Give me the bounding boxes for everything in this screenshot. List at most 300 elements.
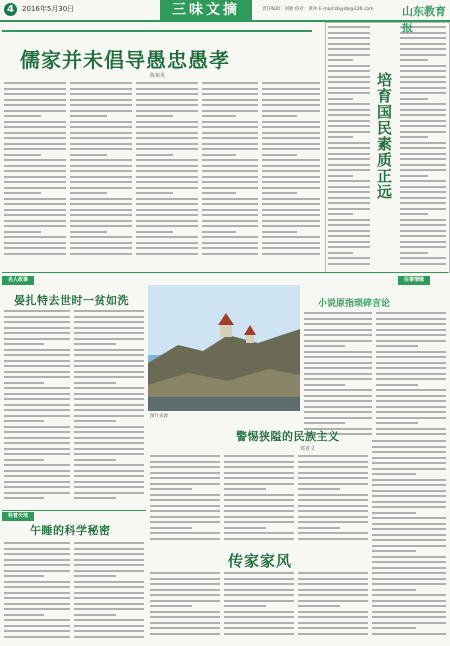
text-line <box>400 257 446 259</box>
text-line <box>4 198 66 200</box>
bottom-middle-title: 传家家风 <box>228 552 293 570</box>
text-line <box>150 472 220 474</box>
text-line <box>74 470 144 472</box>
text-line <box>376 378 446 380</box>
text-line <box>304 411 372 413</box>
text-line <box>136 165 198 167</box>
text-line <box>202 93 258 95</box>
text-line <box>4 93 66 95</box>
text-line <box>4 586 70 588</box>
text-line <box>150 499 220 501</box>
text-line <box>262 121 320 123</box>
text-line <box>74 409 144 411</box>
text-line <box>372 451 446 453</box>
text-line <box>202 242 258 244</box>
text-line <box>70 99 132 101</box>
text-line <box>262 209 320 211</box>
text-line <box>372 550 416 552</box>
text-line <box>136 88 198 90</box>
text-line <box>136 143 198 145</box>
text-line <box>4 137 66 139</box>
bottom-left-col-1 <box>4 542 70 642</box>
text-line <box>4 360 70 362</box>
text-line <box>74 548 144 550</box>
text-line <box>4 365 70 367</box>
text-line <box>372 561 446 563</box>
text-line <box>304 312 372 314</box>
text-line <box>202 132 258 134</box>
text-line <box>74 636 144 638</box>
text-line <box>376 406 446 408</box>
text-line <box>136 176 198 178</box>
text-line <box>328 197 370 199</box>
text-line <box>298 605 340 607</box>
text-line <box>372 572 446 574</box>
text-line <box>74 349 144 351</box>
text-line <box>74 431 144 433</box>
text-line <box>74 415 144 417</box>
text-line <box>328 142 370 144</box>
right-text-col-2 <box>376 312 446 440</box>
text-line <box>224 600 294 602</box>
text-line <box>202 137 258 139</box>
text-line <box>150 611 220 613</box>
text-line <box>74 404 144 406</box>
text-line <box>150 527 192 529</box>
text-line <box>74 316 144 318</box>
text-line <box>298 488 340 490</box>
text-line <box>224 494 294 496</box>
text-line <box>4 220 66 222</box>
text-line <box>328 246 370 248</box>
text-line <box>202 154 236 156</box>
text-line <box>4 192 41 194</box>
text-line <box>70 165 132 167</box>
text-line <box>202 115 236 117</box>
text-line <box>304 367 372 369</box>
text-line <box>70 225 132 227</box>
text-line <box>328 125 370 127</box>
text-line <box>150 589 220 591</box>
bottom-left-col-2 <box>74 542 144 642</box>
text-line <box>304 329 372 331</box>
text-line <box>136 126 198 128</box>
left-text-col-1 <box>4 310 70 505</box>
text-line <box>328 213 353 215</box>
text-line <box>298 461 368 463</box>
text-line <box>328 109 370 111</box>
text-line <box>328 230 370 232</box>
text-line <box>74 486 144 488</box>
text-line <box>202 247 258 249</box>
text-line <box>400 98 428 100</box>
text-line <box>4 404 70 406</box>
text-line <box>400 186 446 188</box>
text-line <box>328 202 370 204</box>
left-story-title: 晏扎特去世时一贫如洗 <box>14 294 129 307</box>
text-line <box>4 426 70 428</box>
bottom-mid-col-1 <box>150 572 220 642</box>
text-line <box>328 131 370 133</box>
text-line <box>328 43 370 45</box>
main-text-col-5 <box>262 82 320 260</box>
text-line <box>262 242 320 244</box>
text-line <box>372 545 446 547</box>
text-line <box>400 197 446 199</box>
text-line <box>298 627 368 629</box>
text-line <box>298 589 368 591</box>
text-line <box>150 510 220 512</box>
photo-illustration <box>148 285 300 411</box>
text-line <box>4 371 70 373</box>
text-line <box>136 82 198 84</box>
text-line <box>262 220 320 222</box>
text-line <box>4 559 70 561</box>
text-line <box>4 415 70 417</box>
text-line <box>400 65 446 67</box>
text-line <box>376 356 446 358</box>
text-line <box>372 600 446 602</box>
text-line <box>74 360 144 362</box>
tag-science: 科普天地 <box>2 512 34 521</box>
text-line <box>4 575 44 577</box>
text-line <box>4 209 66 211</box>
text-line <box>372 616 446 618</box>
text-line <box>400 191 446 193</box>
text-line <box>304 334 372 336</box>
text-line <box>328 147 370 149</box>
text-line <box>4 242 66 244</box>
text-line <box>74 586 144 588</box>
text-line <box>400 26 446 28</box>
text-line <box>150 521 220 523</box>
text-line <box>298 494 368 496</box>
text-line <box>298 600 368 602</box>
text-line <box>328 81 370 83</box>
text-line <box>202 198 258 200</box>
text-line <box>262 236 320 238</box>
text-line <box>136 154 173 156</box>
text-line <box>74 371 144 373</box>
text-line <box>136 137 198 139</box>
text-line <box>4 553 70 555</box>
text-line <box>298 505 368 507</box>
text-line <box>202 143 258 145</box>
text-line <box>74 365 144 367</box>
text-line <box>4 247 66 249</box>
text-line <box>70 176 132 178</box>
text-line <box>70 143 132 145</box>
text-line <box>74 343 116 345</box>
text-line <box>304 373 372 375</box>
text-line <box>4 409 70 411</box>
text-line <box>202 104 258 106</box>
bottom-mid-col-3 <box>298 572 368 642</box>
main-byline: 陈祖英 <box>150 73 166 79</box>
text-line <box>298 572 368 574</box>
text-line <box>328 32 370 34</box>
text-line <box>298 499 368 501</box>
text-line <box>400 202 446 204</box>
text-line <box>372 457 446 459</box>
text-line <box>74 387 144 389</box>
text-line <box>202 225 258 227</box>
text-line <box>304 318 372 320</box>
text-line <box>262 88 320 90</box>
text-line <box>70 253 132 255</box>
text-line <box>298 611 368 613</box>
main-headline: 儒家并未倡导愚忠愚孝 <box>20 48 230 72</box>
text-line <box>4 143 66 145</box>
text-line <box>328 186 370 188</box>
text-line <box>328 136 353 138</box>
side-text-col-1 <box>328 26 370 268</box>
text-line <box>136 181 198 183</box>
text-line <box>400 103 446 105</box>
text-line <box>4 231 41 233</box>
text-line <box>262 82 320 84</box>
text-line <box>4 203 66 205</box>
text-line <box>4 564 70 566</box>
text-line <box>70 181 132 183</box>
text-line <box>4 88 66 90</box>
text-line <box>224 594 294 596</box>
text-line <box>70 148 132 150</box>
text-line <box>262 198 320 200</box>
text-line <box>4 354 70 356</box>
text-line <box>400 142 446 144</box>
text-line <box>262 165 320 167</box>
text-line <box>400 59 428 61</box>
text-line <box>400 180 446 182</box>
text-line <box>400 224 446 226</box>
text-line <box>74 459 116 461</box>
text-line <box>400 81 446 83</box>
text-line <box>74 564 144 566</box>
text-line <box>150 466 220 468</box>
text-line <box>372 633 446 635</box>
text-line <box>328 257 370 259</box>
text-line <box>262 187 320 189</box>
text-line <box>298 583 368 585</box>
text-line <box>328 180 370 182</box>
text-line <box>400 48 446 50</box>
text-line <box>372 583 446 585</box>
text-line <box>4 181 66 183</box>
text-line <box>376 329 446 331</box>
text-line <box>328 219 370 221</box>
text-line <box>262 99 320 101</box>
text-line <box>262 132 320 134</box>
text-line <box>202 159 258 161</box>
text-line <box>70 220 132 222</box>
text-line <box>150 494 220 496</box>
bottom-left-rule <box>2 510 146 511</box>
text-line <box>74 608 144 610</box>
text-line <box>376 384 418 386</box>
text-line <box>4 126 66 128</box>
text-line <box>136 209 198 211</box>
text-line <box>4 497 44 499</box>
text-line <box>150 532 220 534</box>
text-line <box>224 572 294 574</box>
text-line <box>4 338 70 340</box>
text-line <box>298 532 368 534</box>
text-line <box>136 203 198 205</box>
text-line <box>372 495 446 497</box>
main-text-col-2 <box>70 82 132 260</box>
text-line <box>304 400 372 402</box>
text-line <box>400 87 446 89</box>
text-line <box>74 327 144 329</box>
text-line <box>74 310 144 312</box>
text-line <box>298 510 368 512</box>
text-line <box>4 110 66 112</box>
text-line <box>400 32 446 34</box>
text-line <box>4 176 66 178</box>
text-line <box>74 382 116 384</box>
text-line <box>202 236 258 238</box>
text-line <box>400 92 446 94</box>
main-text-col-4 <box>202 82 258 260</box>
text-line <box>376 422 418 424</box>
text-line <box>376 433 446 435</box>
text-line <box>400 109 446 111</box>
text-line <box>224 605 266 607</box>
text-line <box>202 231 236 233</box>
text-line <box>136 231 173 233</box>
text-line <box>372 567 446 569</box>
text-line <box>376 395 446 397</box>
text-line <box>328 59 353 61</box>
text-line <box>4 475 70 477</box>
text-line <box>150 483 220 485</box>
text-line <box>298 633 368 635</box>
middle-text-col-2 <box>224 455 294 545</box>
text-line <box>400 158 446 160</box>
text-line <box>400 147 446 149</box>
text-line <box>202 253 258 255</box>
text-line <box>74 393 144 395</box>
text-line <box>70 209 132 211</box>
text-line <box>136 110 198 112</box>
text-line <box>376 345 418 347</box>
text-line <box>262 110 320 112</box>
text-line <box>4 170 66 172</box>
text-line <box>74 464 144 466</box>
text-line <box>298 616 368 618</box>
text-line <box>376 312 446 314</box>
text-line <box>4 393 70 395</box>
text-line <box>150 477 220 479</box>
text-line <box>262 225 320 227</box>
text-line <box>74 437 144 439</box>
text-line <box>4 104 66 106</box>
text-line <box>70 187 132 189</box>
text-line <box>136 236 198 238</box>
text-line <box>4 481 70 483</box>
text-line <box>372 473 416 475</box>
text-line <box>202 110 258 112</box>
text-line <box>74 442 144 444</box>
text-line <box>70 159 132 161</box>
text-line <box>298 538 368 540</box>
text-line <box>376 428 446 430</box>
text-line <box>4 614 44 616</box>
text-line <box>70 121 132 123</box>
text-line <box>328 76 370 78</box>
text-line <box>224 499 294 501</box>
text-line <box>372 627 416 629</box>
text-line <box>4 459 44 461</box>
text-line <box>202 126 258 128</box>
text-line <box>202 220 258 222</box>
text-line <box>328 48 370 50</box>
text-line <box>136 104 198 106</box>
text-line <box>136 225 198 227</box>
text-line <box>372 490 446 492</box>
text-line <box>150 605 192 607</box>
text-line <box>74 575 116 577</box>
right-story-title: 小说原指琐碎言论 <box>318 299 391 309</box>
text-line <box>372 517 446 519</box>
text-line <box>4 382 44 384</box>
editor-credits: 责任编辑：刘歌 校对：黄冲 E-mail:zbjydb@126.com <box>262 7 374 12</box>
text-line <box>150 538 220 540</box>
text-line <box>224 516 294 518</box>
text-line <box>70 88 132 90</box>
text-line <box>224 589 294 591</box>
text-line <box>298 483 368 485</box>
text-line <box>136 99 198 101</box>
text-line <box>4 630 70 632</box>
main-text-col-3 <box>136 82 198 260</box>
text-line <box>376 334 446 336</box>
text-line <box>400 120 446 122</box>
text-line <box>224 616 294 618</box>
text-line <box>372 440 446 442</box>
text-line <box>328 175 353 177</box>
text-line <box>70 132 132 134</box>
text-line <box>262 115 297 117</box>
text-line <box>400 235 446 237</box>
text-line <box>150 600 220 602</box>
text-line <box>328 191 370 193</box>
coastal-photo <box>148 285 300 411</box>
text-line <box>4 437 70 439</box>
text-line <box>4 82 66 84</box>
text-line <box>400 153 446 155</box>
text-line <box>328 252 353 254</box>
text-line <box>224 472 294 474</box>
text-line <box>202 88 258 90</box>
page-number: 4 <box>4 3 17 16</box>
text-line <box>376 323 446 325</box>
text-line <box>136 242 198 244</box>
text-line <box>328 153 370 155</box>
middle-text-col-1 <box>150 455 220 545</box>
text-line <box>328 208 370 210</box>
text-line <box>400 136 428 138</box>
text-line <box>70 247 132 249</box>
text-line <box>400 263 446 265</box>
text-line <box>74 603 144 605</box>
text-line <box>328 26 370 28</box>
text-line <box>136 214 198 216</box>
text-line <box>74 619 144 621</box>
text-line <box>262 170 320 172</box>
text-line <box>202 170 258 172</box>
